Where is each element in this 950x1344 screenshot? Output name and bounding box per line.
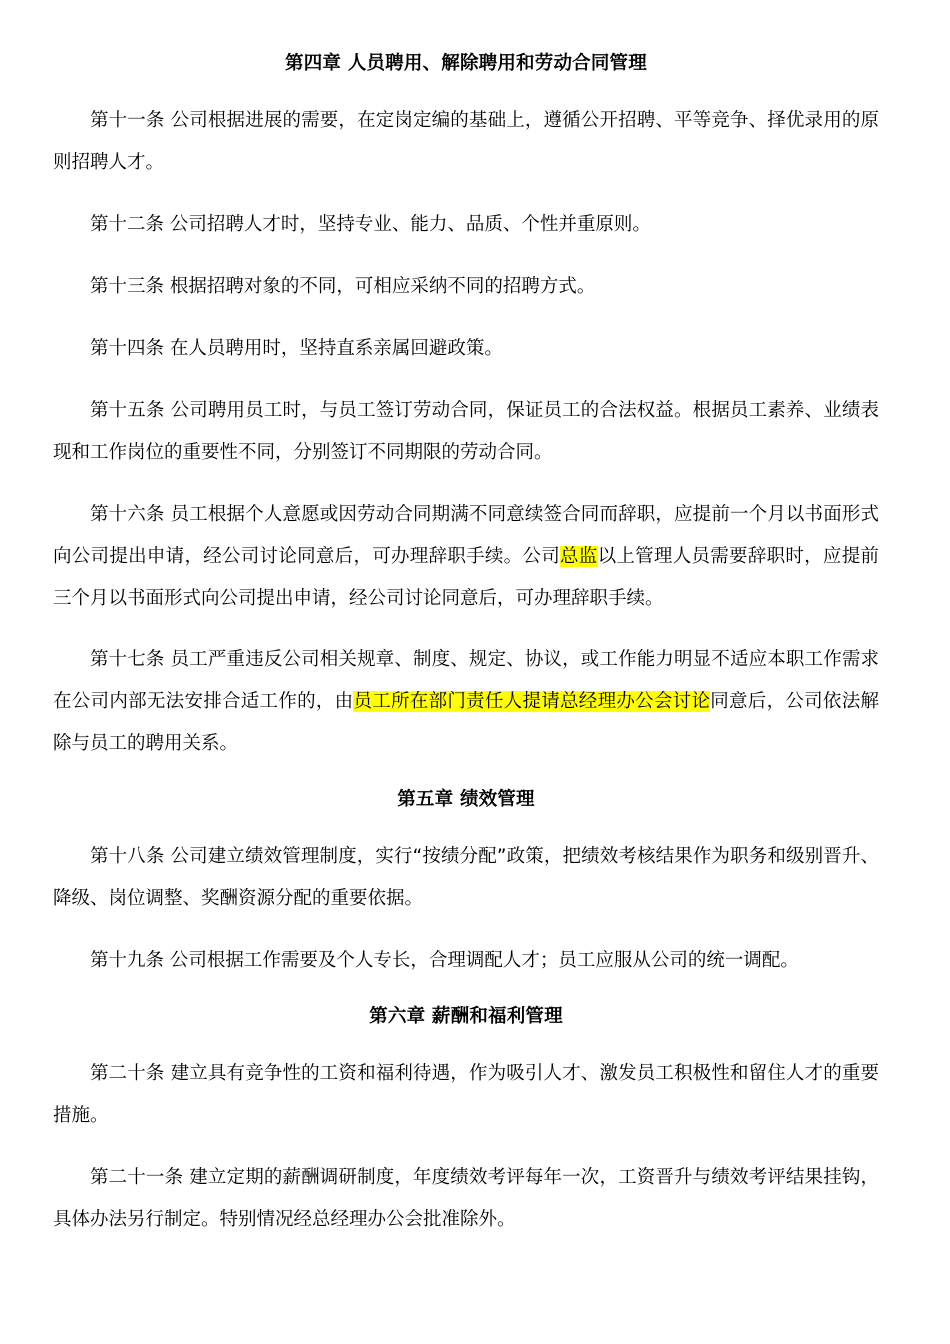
article-17-text-after: 同意后，公司依法解除与员工的聘用关系。	[53, 691, 879, 754]
article-17-text-before: 第十七条 员工严重违反公司相关规章、制度、规定、协议，或工作能力明显不适应本职工作需求在公司内部无法安排合适工作的，由	[53, 649, 879, 712]
article-18: 第十八条 公司建立绩效管理制度，实行“按绩分配”政策，把绩效考核结果作为职务和级别晋升、降级、岗位调整、奖酬资源分配的重要依据。	[53, 846, 879, 909]
article-13: 第十三条 根据招聘对象的不同，可相应采纳不同的招聘方式。	[90, 276, 596, 297]
chapter-6-heading: 第六章 薪酬和福利管理	[369, 1006, 563, 1027]
article-16	[53, 494, 879, 620]
article-19: 第十九条 公司根据工作需要及个人专长，合理调配人才；员工应服从公司的统一调配。	[90, 950, 799, 971]
article-16-text-after: 以上管理人员需要辞职时，应提前三个月以书面形式向公司提出申请，经公司讨论同意后，可办理辞职手续。	[53, 546, 879, 609]
article-12: 第十二条 公司招聘人才时，坚持专业、能力、品质、个性并重原则。	[90, 214, 651, 235]
article-16-highlight: 总监	[560, 546, 598, 567]
chapter-4-heading: 第四章 人员聘用、解除聘用和劳动合同管理	[285, 53, 647, 74]
article-11: 第十一条 公司根据进展的需要，在定岗定编的基础上，遵循公开招聘、平等竞争、择优录用的原则招聘人才。	[53, 110, 879, 173]
chapter-5-heading: 第五章 绩效管理	[397, 789, 535, 810]
article-21: 第二十一条 建立定期的薪酬调研制度，年度绩效考评每年一次，工资晋升与绩效考评结果挂钩，具体办法另行制定。特别情况经总经理办公会批准除外。	[53, 1167, 879, 1230]
article-15: 第十五条 公司聘用员工时，与员工签订劳动合同，保证员工的合法权益。根据员工素养、业绩表现和工作岗位的重要性不同，分别签订不同期限的劳动合同。	[53, 400, 879, 463]
article-20: 第二十条 建立具有竞争性的工资和福利待遇，作为吸引人才、激发员工积极性和留住人才的重要措施。	[53, 1063, 879, 1126]
article-14: 第十四条 在人员聘用时，坚持直系亲属回避政策。	[90, 338, 503, 359]
article-17	[53, 639, 879, 765]
document-page	[53, 50, 879, 1241]
article-17-highlight: 员工所在部门责任人提请总经理办公会讨论	[353, 691, 711, 712]
article-16-text-before: 第十六条 员工根据个人意愿或因劳动合同期满不同意续签合同而辞职，应提前一个月以书面形式向公司提出申请，经公司讨论同意后，可办理辞职手续。公司	[53, 504, 879, 567]
